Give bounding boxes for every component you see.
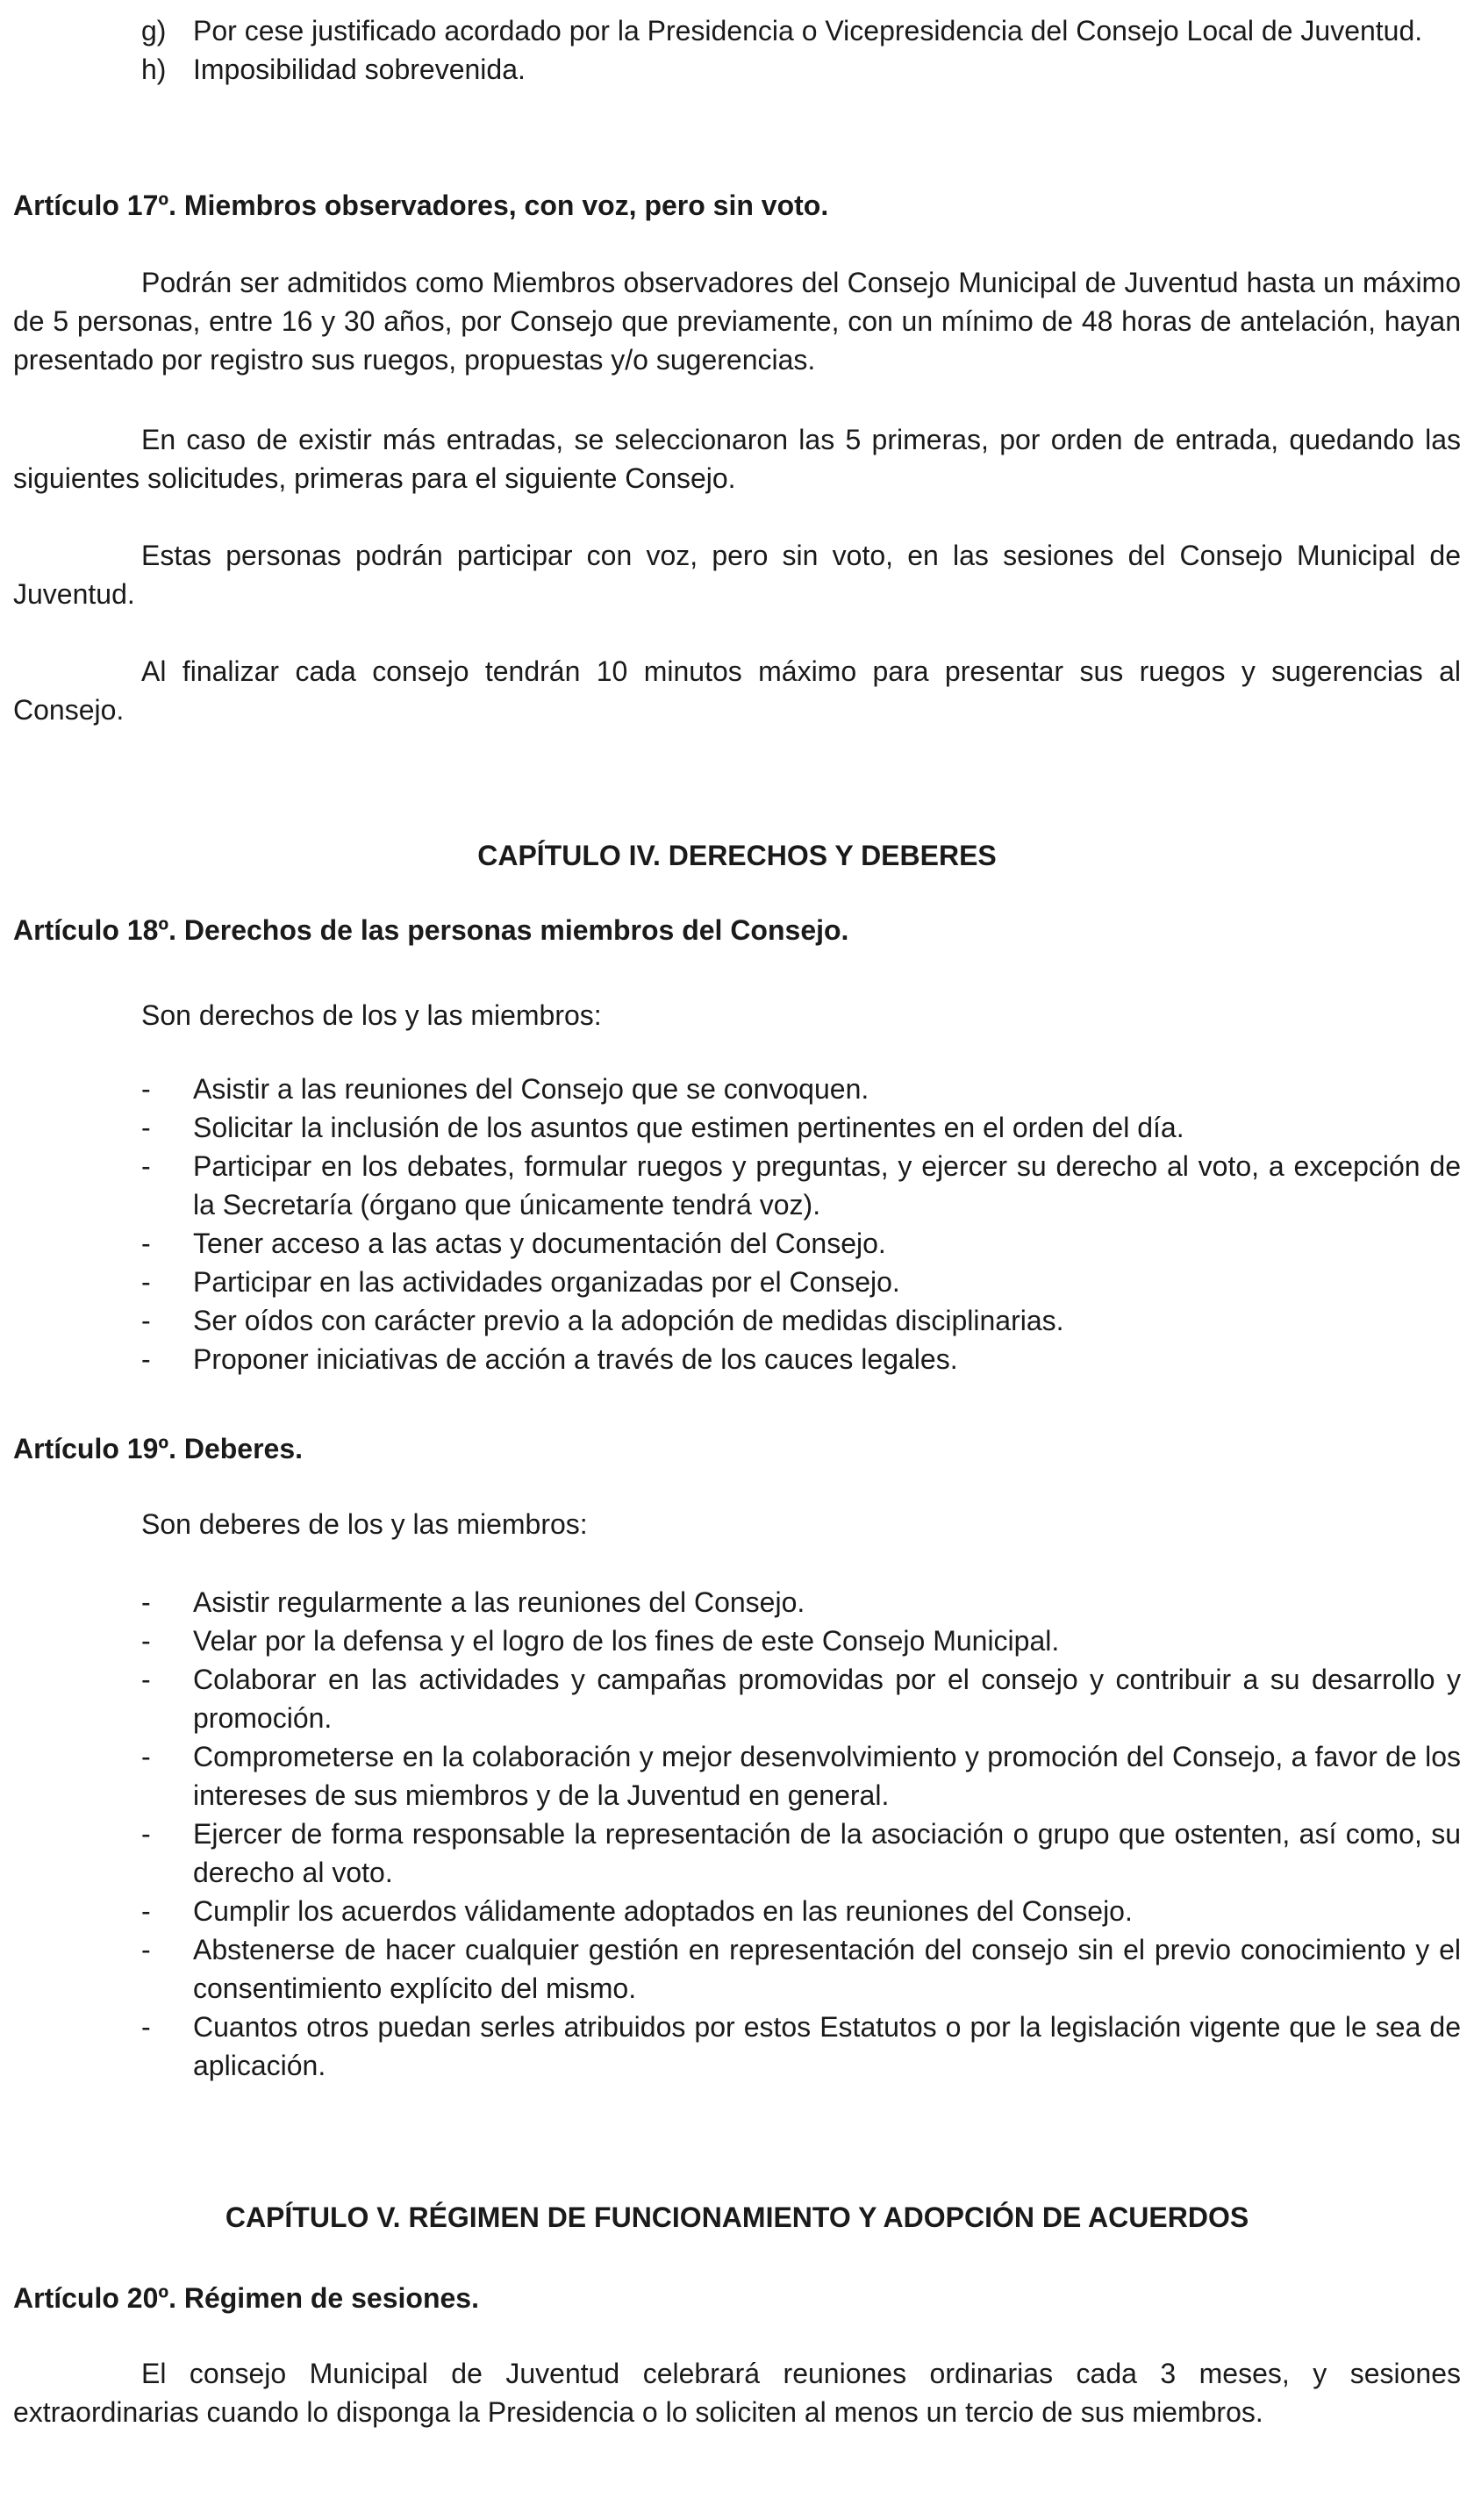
paragraph-text: Podrán ser admitidos como Miembros observadores del Consejo Municipal de Juventud hasta un máximo de 5 personas, entre 16 y 30 años, por Consejo que previamente, con un mínimo de 48 horas de antelación, hayan presentado por registro sus ruegos, propuestas y/o sugerencias. <box>13 267 1461 376</box>
list-item <box>13 11 1461 50</box>
list-item <box>13 1070 1461 1108</box>
list-dash: - <box>141 1150 151 1182</box>
list-marker: g) <box>141 15 167 47</box>
duties-list <box>13 1583 1461 2085</box>
list-dash: - <box>141 1818 151 1850</box>
list-dash: - <box>141 1741 151 1772</box>
list-item <box>13 2008 1461 2085</box>
list-item-text: Comprometerse en la colaboración y mejor desenvolvimiento y promoción del Consejo, a favor de los intereses de sus miembros y de la Juventud en general. <box>193 1741 1461 1811</box>
list-item <box>13 1930 1461 2008</box>
paragraph-text: Al finalizar cada consejo tendrán 10 minutos máximo para presentar sus ruegos y sugerencias al Consejo. <box>13 655 1461 726</box>
paragraph-text: En caso de existir más entradas, se seleccionaron las 5 primeras, por orden de entrada, quedando las siguientes solicitudes, primeras para el siguiente Consejo. <box>13 424 1461 494</box>
list-dash: - <box>141 1934 151 1965</box>
list-item <box>13 1301 1461 1340</box>
article-20-heading: Artículo 20º. Régimen de sesiones. <box>13 2282 479 2314</box>
list-dash: - <box>141 1266 151 1298</box>
list-dash: - <box>141 1664 151 1695</box>
paragraph <box>13 263 1461 379</box>
list-item-text: Asistir a las reuniones del Consejo que se convoquen. <box>193 1073 869 1105</box>
list-dash: - <box>141 1625 151 1657</box>
paragraph-text: Estas personas podrán participar con voz, pero sin voto, en las sesiones del Consejo Municipal de Juventud. <box>13 540 1461 610</box>
list-dash: - <box>141 1895 151 1927</box>
paragraph-text: El consejo Municipal de Juventud celebrará reuniones ordinarias cada 3 meses, y sesiones extraordinarias cuando lo disponga la Presidencia o lo soliciten al menos un tercio de sus miembros. <box>13 2358 1461 2428</box>
list-item <box>13 1892 1461 1930</box>
list-item-text: Participar en las actividades organizadas por el Consejo. <box>193 1266 900 1298</box>
list-item <box>13 1147 1461 1224</box>
paragraph <box>13 536 1461 613</box>
list-item-text: Participar en los debates, formular ruegos y preguntas, y ejercer su derecho al voto, a excepción de la Secretaría (órgano que únicamente tendrá voz). <box>193 1150 1461 1221</box>
list-item <box>13 1583 1461 1622</box>
list-dash: - <box>141 1305 151 1336</box>
list-item <box>13 1224 1461 1263</box>
list-item-text: Imposibilidad sobrevenida. <box>193 54 526 85</box>
paragraph <box>13 652 1461 729</box>
article-17-heading: Artículo 17º. Miembros observadores, con voz, pero sin voto. <box>13 190 829 221</box>
list-item <box>13 1263 1461 1301</box>
list-item-text: Ejercer de forma responsable la representación de la asociación o grupo que ostenten, así como, su derecho al voto. <box>193 1818 1461 1888</box>
list-dash: - <box>141 1343 151 1375</box>
list-dash: - <box>141 1112 151 1143</box>
list-dash: - <box>141 2011 151 2043</box>
paragraph <box>13 2354 1461 2431</box>
list-item <box>13 1108 1461 1147</box>
list-item <box>13 1815 1461 1892</box>
list-item-text: Cumplir los acuerdos válidamente adoptados en las reuniones del Consejo. <box>193 1895 1133 1927</box>
list-item-text: Tener acceso a las actas y documentación del Consejo. <box>193 1228 886 1259</box>
list-item <box>13 1622 1461 1660</box>
list-item-text: Por cese justificado acordado por la Presidencia o Vicepresidencia del Consejo Local de Juventud. <box>193 15 1423 47</box>
list-item <box>13 50 1461 89</box>
list-item-text: Velar por la defensa y el logro de los fines de este Consejo Municipal. <box>193 1625 1060 1657</box>
list-dash: - <box>141 1228 151 1259</box>
article-18-heading: Artículo 18º. Derechos de las personas miembros del Consejo. <box>13 914 849 946</box>
paragraph <box>13 420 1461 498</box>
rights-list <box>13 1070 1461 1378</box>
list-item-text: Proponer iniciativas de acción a través de los cauces legales. <box>193 1343 958 1375</box>
article-18-intro: Son derechos de los y las miembros: <box>141 999 602 1031</box>
list-item <box>13 1737 1461 1815</box>
chapter-4-heading: CAPÍTULO IV. DERECHOS Y DEBERES <box>477 840 997 871</box>
article-19-heading: Artículo 19º. Deberes. <box>13 1433 304 1464</box>
list-item-text: Colaborar en las actividades y campañas promovidas por el consejo y contribuir a su desarrollo y promoción. <box>193 1664 1461 1734</box>
list-dash: - <box>141 1586 151 1618</box>
list-item-text: Asistir regularmente a las reuniones del Consejo. <box>193 1586 805 1618</box>
list-marker: h) <box>141 54 167 85</box>
list-dash: - <box>141 1073 151 1105</box>
list-item-text: Ser oídos con carácter previo a la adopción de medidas disciplinarias. <box>193 1305 1064 1336</box>
list-item-text: Solicitar la inclusión de los asuntos que estimen pertinentes en el orden del día. <box>193 1112 1184 1143</box>
article-19-intro: Son deberes de los y las miembros: <box>141 1508 588 1540</box>
list-item-text: Abstenerse de hacer cualquier gestión en representación del consejo sin el previo conocimiento y el consentimiento explícito del mismo. <box>193 1934 1461 2004</box>
list-item <box>13 1660 1461 1737</box>
list-item <box>13 1340 1461 1378</box>
chapter-5-heading: CAPÍTULO V. RÉGIMEN DE FUNCIONAMIENTO Y ADOPCIÓN DE ACUERDOS <box>225 2201 1249 2233</box>
list-item-text: Cuantos otros puedan serles atribuidos por estos Estatutos o por la legislación vigente que le sea de aplicación. <box>193 2011 1461 2081</box>
top-list <box>13 11 1461 89</box>
